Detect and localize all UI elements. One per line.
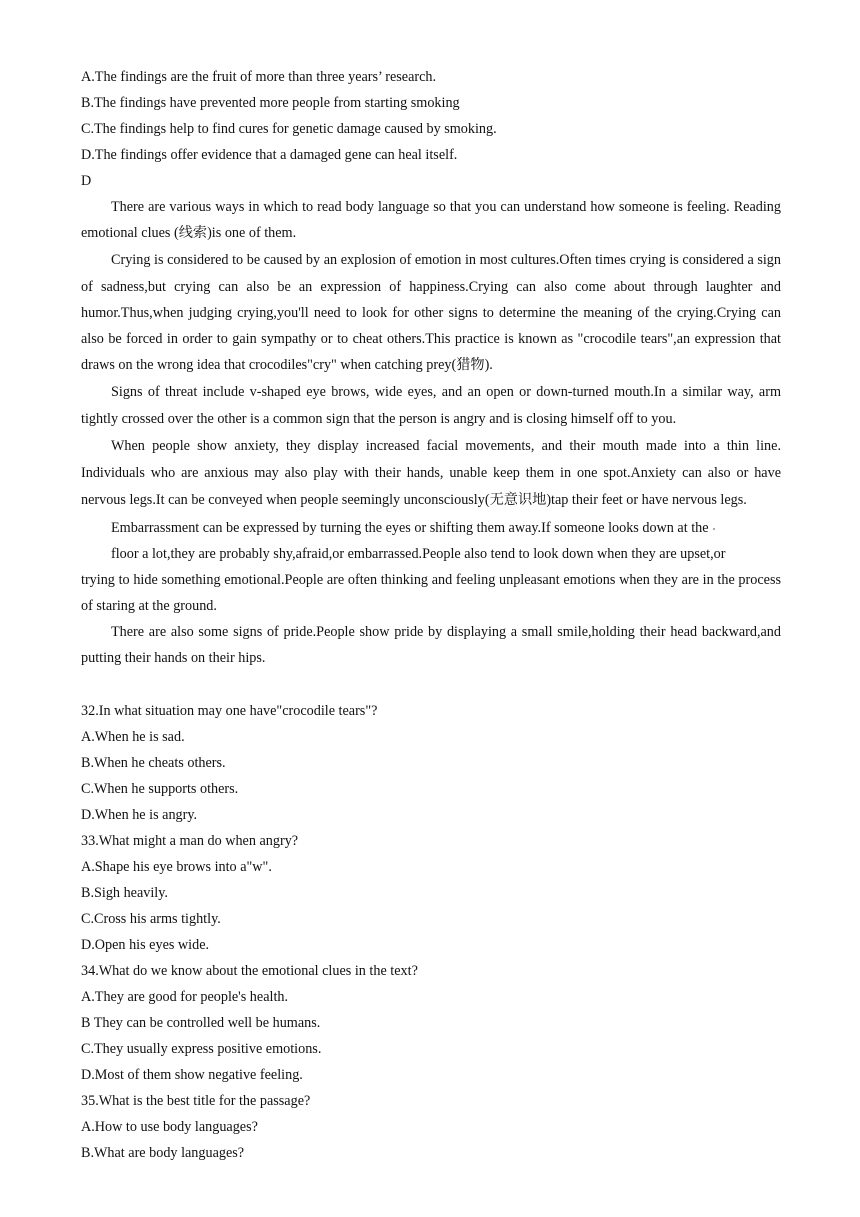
paragraph-6: There are also some signs of pride.People show pride by displaying a small smile,holding their head backward,and putting their hands on their hips. <box>81 624 781 667</box>
paragraph-2: Crying is considered to be caused by an explosion of emotion in most cultures.Often times crying is considered a sign of sadness,but crying can also be an expression of happiness.Crying can also come about through laughter and humor.Thus,when judging crying,you'll need to look for other signs to determine the meaning of the crying.Crying can also be forced in order to gain sympathy or to cheat others.This practice is known as "crocodile tears",an expression that draws on the wrong idea that crocodiles"cry" when catching prey(猎物). <box>81 252 781 374</box>
previous-question-options <box>81 64 781 194</box>
paragraph-1: There are various ways in which to read body language so that you can understand how someone is feeling. Reading emotional clues (线索)is one of them. <box>81 199 781 242</box>
question-34-option-a: A.They are good for people's health. <box>81 989 289 1005</box>
question-34-option-b: B They can be controlled well be humans. <box>81 1015 321 1031</box>
question-32-option-c: C.When he supports others. <box>81 781 239 797</box>
paragraph-3: Signs of threat include v-shaped eye brows, wide eyes, and an open or down-turned mouth.In a similar way, arm tightly crossed over the other is a common sign that the person is angry and is closing himself off to you. <box>81 384 781 427</box>
question-33-option-b: B.Sigh heavily. <box>81 885 168 901</box>
question-32-option-d: D.When he is angry. <box>81 807 198 823</box>
section-label: D <box>81 173 92 189</box>
paragraph-4: When people show anxiety, they display increased facial movements, and their mouth made into a thin line. Individuals who are anxious may also play with their hands, unable keep them in one spot.Anxiety can also or have nervous legs.It can be conveyed when people seemingly unconsciously(无意识地)tap their feet or have nervous legs. <box>81 437 781 508</box>
option-b: B.The findings have prevented more people from starting smoking <box>81 95 460 111</box>
question-35-option-a: A.How to use body languages? <box>81 1119 258 1135</box>
paragraph-5-line-2: floor a lot,they are probably shy,afraid,or embarrassed.People also tend to look down when they are upset,or <box>111 545 726 562</box>
passage <box>81 194 781 672</box>
question-34-option-c: C.They usually express positive emotions. <box>81 1041 322 1057</box>
question-32-option-a: A.When he is sad. <box>81 729 185 745</box>
question-32-option-b: B.When he cheats others. <box>81 755 226 771</box>
questions <box>81 698 781 1166</box>
question-35-option-b: B.What are body languages? <box>81 1145 245 1161</box>
option-d: D.The findings offer evidence that a damaged gene can heal itself. <box>81 147 458 163</box>
question-32-stem: 32.In what situation may one have"crocodile tears"? <box>81 703 378 719</box>
question-33-option-a: A.Shape his eye brows into a"w". <box>81 859 272 875</box>
question-33-option-c: C.Cross his arms tightly. <box>81 911 221 927</box>
option-c: C.The findings help to find cures for genetic damage caused by smoking. <box>81 121 497 137</box>
stray-dot-mark <box>713 528 715 530</box>
paragraph-5-line-1-text: Embarrassment can be expressed by turning the eyes or shifting them away.If someone looks down at the <box>111 519 709 536</box>
option-a: A.The findings are the fruit of more than three years’ research. <box>81 69 437 85</box>
question-35-stem: 35.What is the best title for the passage? <box>81 1093 311 1109</box>
question-34-option-d: D.Most of them show negative feeling. <box>81 1067 303 1083</box>
question-33-stem: 33.What might a man do when angry? <box>81 833 299 849</box>
paragraph-5-line-1 <box>81 515 781 541</box>
question-33-option-d: D.Open his eyes wide. <box>81 937 210 953</box>
question-34-stem: 34.What do we know about the emotional clues in the text? <box>81 963 418 979</box>
paragraph-5-rest: trying to hide something emotional.People are often thinking and feeling unpleasant emotions when they are in the process of staring at the ground. <box>81 571 781 615</box>
